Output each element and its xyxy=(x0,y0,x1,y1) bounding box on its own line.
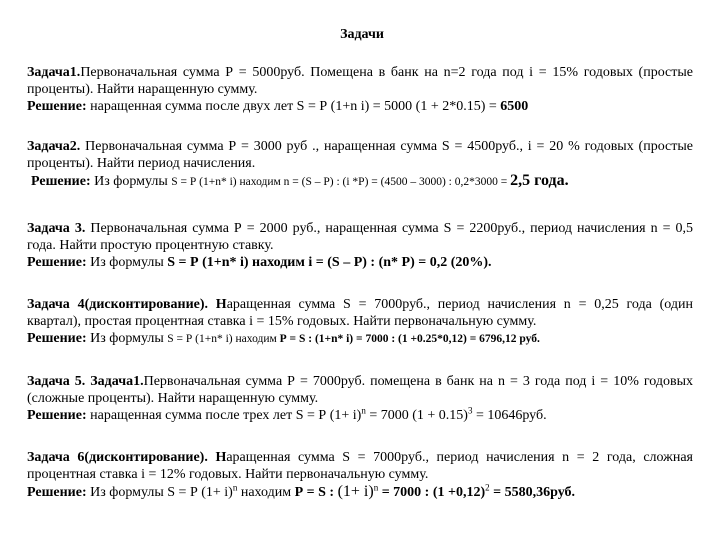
task-5 xyxy=(27,373,693,424)
task-6-result-b: (1+ i) xyxy=(337,483,374,500)
task-4-solution-result: Р = S : (1+n* i) = 7000 : (1 +0.25*0,12) = 6796,12 руб. xyxy=(279,333,540,345)
task-1 xyxy=(27,64,693,115)
task-6-text: аращенная сумма S = 7000руб., период начисления n = 2 года, сложная процентная ставка i = 12% годовых. Найти первоначальную сумму. xyxy=(27,450,693,482)
task-3-heading: Задача 3. xyxy=(27,221,86,236)
task-3-solution-label: Решение: xyxy=(27,255,87,270)
task-3-text: Первоначальная сумма Р = 2000 руб., наращенная сумма S = 2200руб., период начисления n = 0,5 года. Найти простую процентную ставку. xyxy=(27,221,693,253)
task-5-solution-label: Решение: xyxy=(27,408,87,423)
task-2-solution-label: Решение: xyxy=(31,174,91,189)
task-1-solution-label: Решение: xyxy=(27,99,87,114)
task-1-text: Первоначальная сумма Р = 5000руб. Помещена в банк на n=2 года под i = 15% годовых (простые проценты). Найти наращенную сумму. xyxy=(27,65,693,97)
task-2-text: Первоначальная сумма Р = 3000 руб ., наращенная сумма S = 4500руб., i = 20 % годовых (простые проценты). Найти период начисления. xyxy=(27,139,693,171)
task-6-heading-letter: Н xyxy=(207,450,227,465)
task-6-exponent-n: n xyxy=(232,482,238,493)
task-2-solution-prefix: Из формулы xyxy=(90,174,172,189)
task-5-solution-text-2: = 7000 (1 + 0.15) xyxy=(365,408,468,423)
task-4-solution-prefix: Из формулы xyxy=(86,331,168,346)
task-3 xyxy=(27,220,693,271)
task-6-result-a: Р = S : xyxy=(294,485,338,500)
task-4-solution-label: Решение: xyxy=(27,331,87,346)
task-3-solution-prefix: Из формулы xyxy=(86,255,168,270)
task-4-solution-formula: S = Р (1+n* i) находим xyxy=(167,333,280,345)
task-3-solution-text: S = Р (1+n* i) находим i = (S – P) : (n* P) = 0,2 (20%). xyxy=(167,255,492,270)
task-6-exponent-2: 2 xyxy=(485,482,490,493)
task-2-solution-result: 2,5 года. xyxy=(510,172,569,189)
task-5-text: Первоначальная сумма Р = 7000руб. помещена в банк на n = 3 года под i = 10% годовых (сложные проценты). Найти наращенную сумму. xyxy=(27,374,693,406)
task-5-exponent-n: n xyxy=(361,405,366,416)
page-title: Задачи xyxy=(340,27,384,42)
task-5-heading: Задача 5. Задача1. xyxy=(27,374,144,389)
task-6-result-c: = 7000 : (1 +0,12) xyxy=(378,485,486,500)
task-1-solution-text: наращенная сумма после двух лет S = Р (1+n i) = 5000 (1 + 2*0.15) = xyxy=(86,99,501,114)
task-5-solution-text-3: = 10646руб. xyxy=(472,408,547,423)
task-4-text: аращенная сумма S = 7000руб., период начисления n = 0,25 года (один квартал), простая процентная ставка i = 15% годовых. Найти первоначальную сумму. xyxy=(27,297,694,329)
task-4-heading-letter: Н xyxy=(208,297,227,312)
task-5-exponent-3: 3 xyxy=(467,405,473,416)
task-6 xyxy=(27,449,693,501)
task-1-heading: Задача1. xyxy=(27,65,81,80)
task-6-solution-label: Решение: xyxy=(27,485,87,500)
task-2-heading: Задача2. xyxy=(27,139,81,154)
task-5-solution-text: наращенная сумма после трех лет S = Р (1+ i) xyxy=(86,408,362,423)
task-2 xyxy=(27,138,693,191)
task-6-result-d: = 5580,36руб. xyxy=(489,485,576,500)
task-4-heading: Задача 4(дисконтирование). xyxy=(27,297,209,312)
task-2-solution-formula: S = Р (1+n* i) находим n = (S – P) : (i *P) = (4500 – 3000) : 0,2*3000 = xyxy=(171,176,511,188)
task-4 xyxy=(27,296,693,348)
task-6-exponent-n-2: n xyxy=(373,482,379,493)
task-1-solution-result: 6500 xyxy=(500,99,529,114)
task-6-heading: Задача 6(дисконтирование). xyxy=(27,450,208,465)
task-6-solution-prefix: Из формулы S = Р (1+ i) xyxy=(86,485,233,500)
task-6-solution-mid: находим xyxy=(237,485,295,500)
